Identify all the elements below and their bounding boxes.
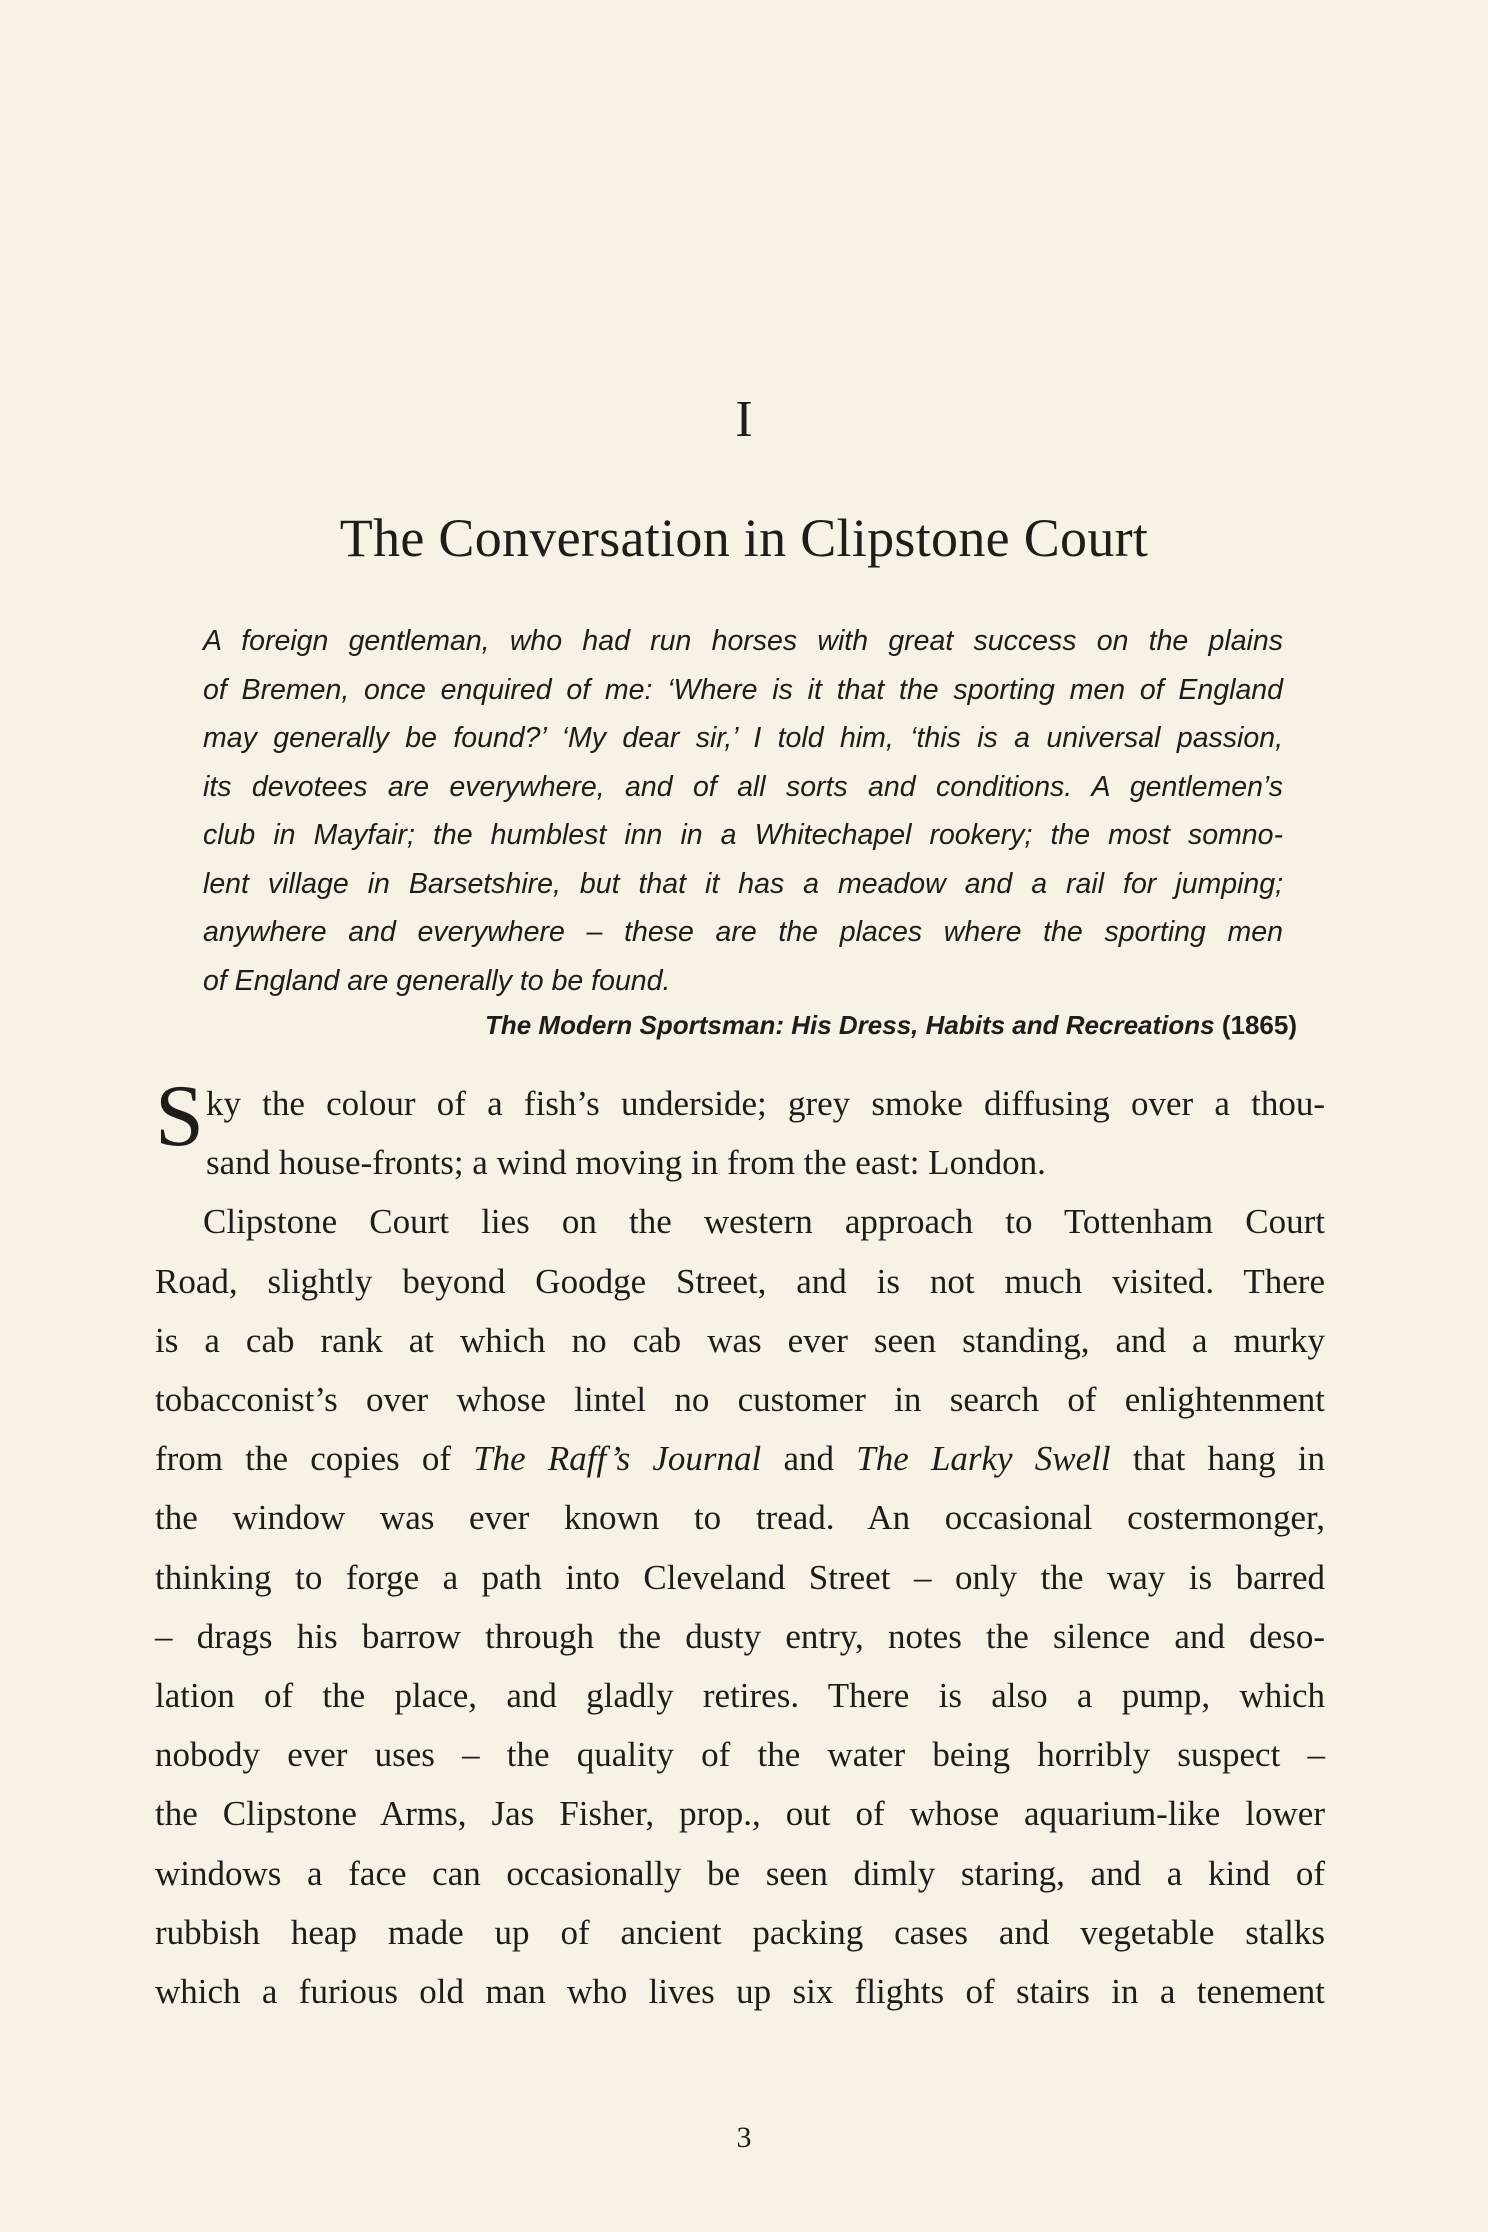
chapter-title: The Conversation in Clipstone Court: [339, 508, 1149, 568]
chapter-number: I: [735, 391, 753, 448]
epigraph-line: may generally be found?’ ‘My dear sir,’ I told him, ‘this is a universal passion,: [203, 722, 1283, 754]
body-line: sand house-fronts; a wind moving in from the east: London.: [205, 1143, 1046, 1183]
citation-title: The Modern Sportsman: His Dress, Habits and Recreations: [484, 1010, 1215, 1040]
epigraph-line: A foreign gentleman, who had run horses with great success on the plains: [203, 625, 1283, 657]
body-line: windows a face can occasionally be seen dimly staring, and a kind of: [155, 1853, 1325, 1893]
body-text: [155, 1068, 1325, 2021]
body-line: [155, 1429, 1325, 1488]
journal-title: The Larky Swell: [856, 1439, 1111, 1479]
paragraph-1: [155, 1068, 1325, 1192]
journal-title: The Raff’s Journal: [473, 1439, 762, 1479]
epigraph-line: of England are generally to be found.: [203, 964, 671, 997]
drop-cap: S: [155, 1068, 204, 1165]
body-line: the window was ever known to tread. An occasional costermonger,: [155, 1498, 1325, 1538]
body-line: – drags his barrow through the dusty entry, notes the silence and deso-: [155, 1616, 1325, 1656]
epigraph: [203, 617, 1283, 1005]
body-text-run: that hang in: [1110, 1439, 1325, 1479]
body-line: tobacconist’s over whose lintel no customer in search of enlightenment: [155, 1380, 1325, 1420]
body-line: the Clipstone Arms, Jas Fisher, prop., out of whose aquarium-like lower: [155, 1794, 1325, 1834]
body-text-run: from the copies of: [155, 1439, 474, 1479]
body-text-run: and: [761, 1439, 857, 1479]
body-line: lation of the place, and gladly retires. There is also a pump, which: [155, 1676, 1325, 1716]
body-line: ky the colour of a fish’s underside; grey smoke diffusing over a thou-: [205, 1084, 1325, 1123]
body-line: rubbish heap made up of ancient packing cases and vegetable stalks: [155, 1912, 1325, 1952]
body-line: thinking to forge a path into Cleveland Street – only the way is barred: [155, 1557, 1325, 1597]
body-line: nobody ever uses – the quality of the water being horribly suspect –: [155, 1735, 1325, 1775]
body-line: Road, slightly beyond Goodge Street, and is not much visited. There: [155, 1261, 1325, 1301]
epigraph-line: lent village in Barsetshire, but that it has a meadow and a rail for jumping;: [203, 867, 1283, 900]
epigraph-line: club in Mayfair; the humblest inn in a Whitechapel rookery; the most somno-: [203, 819, 1283, 851]
epigraph-citation: [485, 1005, 1297, 1045]
page-number: 3: [736, 2121, 752, 2154]
paragraph-2: [155, 1192, 1325, 2021]
body-line: Clipstone Court lies on the western approach to Tottenham Court: [203, 1202, 1325, 1242]
body-line: is a cab rank at which no cab was ever seen standing, and a murky: [155, 1320, 1325, 1360]
epigraph-line: anywhere and everywhere – these are the places where the sporting men: [203, 916, 1283, 948]
citation-year: (1865): [1221, 1010, 1297, 1040]
epigraph-line: its devotees are everywhere, and of all sorts and conditions. A gentlemen’s: [203, 770, 1283, 803]
body-line: which a furious old man who lives up six flights of stairs in a tenement: [155, 1972, 1325, 2012]
epigraph-line: of Bremen, once enquired of me: ‘Where is it that the sporting men of England: [203, 673, 1283, 706]
